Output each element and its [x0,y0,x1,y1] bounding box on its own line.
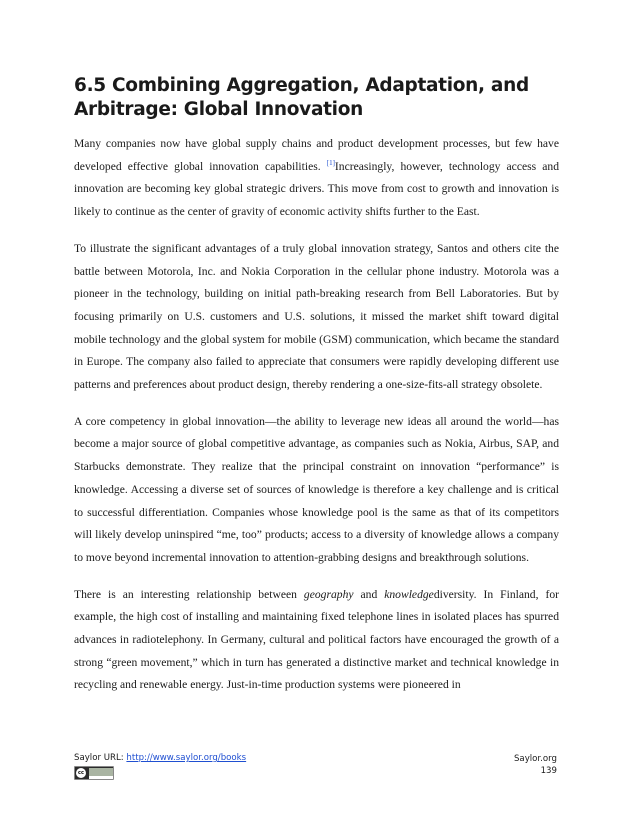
page-footer [74,753,557,793]
paragraph-4 [74,584,559,698]
footer-site-info [514,753,557,777]
emphasis-geography: geography [303,587,354,601]
paragraph-3: A core competency in global innovation—the ability to leverage new ideas all around the world—has become a major source of global competitive advantage, as companies such as Nokia, Airbus, SAP, and Starbucks demonstrate. They realize that the principal constraint on innovation “performance” is knowledge. Accessing a diverse set of sources of knowledge is therefore a key challenge and is critical to successful differentiation. Companies whose knowledge pool is the same as that of its competitors will likely develop uninspired “me, too” products; access to a diversity of knowledge allows a company to move beyond incremental innovation to attention-grabbing designs and breakthrough solutions. [74,414,559,564]
body-text [74,133,559,711]
saylor-books-link[interactable]: http://www.saylor.org/books [126,753,247,763]
footer-label: Saylor URL: [74,753,127,763]
cc-strip [89,776,113,779]
footer-site-name: Saylor.org [513,754,557,764]
paragraph-4-text-c: diversity. In Finland, for example, the high cost of installing and maintaining fixed telephone lines in isolated places has spurred advances in radiotelephony. In Germany, cultural and political factors have encouraged the growth of a strong “green movement,” which in turn has generated a distinctive market and technical knowledge in recycling and renewable energy. Just-in-time production systems were pioneered in [74,587,559,692]
footer-source [74,753,246,763]
paragraph-2: To illustrate the significant advantages of a truly global innovation strategy, Santos and others cite the battle between Motorola, Inc. and Nokia Corporation in the cellular phone industry. Motorola was a pioneer in the technology, building on initial path-breaking research from Bell Laboratories. But by focusing primarily on U.S. customers and U.S. solutions, it missed the market shift toward digital mobile technology and the global system for mobile (GSM) communication, which became the standard in Europe. The company also failed to appreciate that consumers were rapidly developing different use patterns and preferences about product design, thereby rendering a one-size-fits-all strategy obsolete. [74,241,559,392]
section-title: 6.5 Combining Aggregation, Adaptation, and Arbitrage: Global Innovation [74,75,529,120]
paragraph-4-text-b: and [353,587,385,601]
paragraph-4-text-a: There is an interesting relationship between [74,587,304,601]
paragraph-1-text-b: Increasingly, however, technology access and innovation are becoming key global strategic drivers. This move from cost to growth and innovation is likely to continue as the center of gravity of economic activity shifts further to the East. [74,159,559,219]
cc-circle-icon: cc [76,768,86,778]
paragraph-1-text-a: Many companies now have global supply chains and product development processes, but few have developed effective global innovation capabilities. [74,137,559,173]
cc-attribution-icon [89,768,113,776]
emphasis-knowledge: knowledge [384,587,434,601]
creative-commons-license-icon[interactable] [74,766,114,780]
footnote-link[interactable]: [1] [326,158,335,167]
paragraph-1 [74,133,559,224]
page-number: 139 [540,766,557,776]
